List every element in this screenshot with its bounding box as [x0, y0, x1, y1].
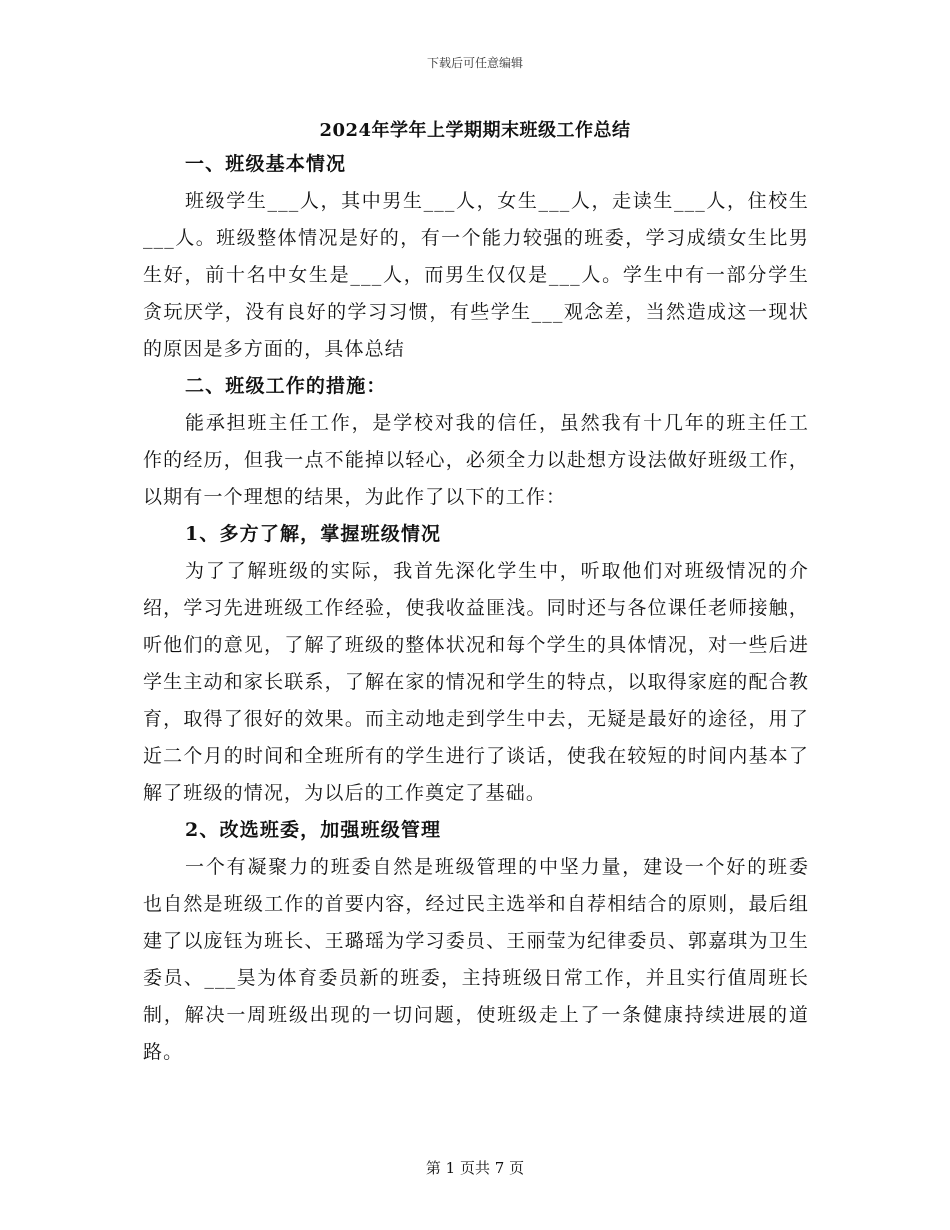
- subsection-heading-1: 1、多方了解，掌握班级情况: [185, 523, 442, 545]
- paragraph-2: 能承担班主任工作，是学校对我的信任，虽然我有十几年的班主任工作的经历，但我一点不能掉以轻心，必须全力以赴想方设法做好班级工作，以期有一个理想的结果，为此作了以下的工作：: [143, 412, 809, 508]
- document-title: 2024年学年上学期期末班级工作总结: [319, 120, 631, 141]
- paragraph-4: 一个有凝聚力的班委自然是班级管理的中坚力量，建设一个好的班委也自然是班级工作的首要内容，经过民主选举和自荐相结合的原则，最后组建了以庞钰为班长、王璐瑶为学习委员、王丽莹为纪律委员、郭嘉琪为卫生委员、___昊为体育委员新的班委，主持班级日常工作，并且实行值周班长制，解决一周班级出现的一切问题，使班级走上了一条健康持续进展的道路。: [143, 856, 809, 1063]
- paragraph-1: 班级学生___人，其中男生___人，女生___人，走读生___人，住校生___人。班级整体情况是好的，有一个能力较强的班委，学习成绩女生比男生好，前十名中女生是___人，而男生仅仅是___人。学生中有一部分学生贪玩厌学，没有良好的学习习惯，有些学生___观念差，当然造成这一现状的原因是多方面的，具体总结: [143, 190, 809, 360]
- page-header: 下载后可任意编辑: [426, 56, 523, 70]
- paragraph-3: 为了了解班级的实际，我首先深化学生中，听取他们对班级情况的介绍，学习先进班级工作经验，使我收益匪浅。同时还与各位课任老师接触，听他们的意见，了解了班级的整体状况和每个学生的具体情况，对一些后进学生主动和家长联系，了解在家的情况和学生的特点，以取得家庭的配合教育，取得了很好的效果。而主动地走到学生中去，无疑是最好的途径，用了近二个月的时间和全班所有的学生进行了谈话，使我在较短的时间内基本了解了班级的情况，为以后的工作奠定了基础。: [143, 560, 809, 804]
- document-body: [143, 146, 809, 1071]
- section-heading-2: 二、班级工作的措施：: [185, 375, 387, 397]
- page-number: 第 1 页共 7 页: [425, 1159, 525, 1177]
- subsection-heading-2: 2、改选班委，加强班级管理: [185, 819, 442, 841]
- section-heading-1: 一、班级基本情况: [185, 153, 347, 175]
